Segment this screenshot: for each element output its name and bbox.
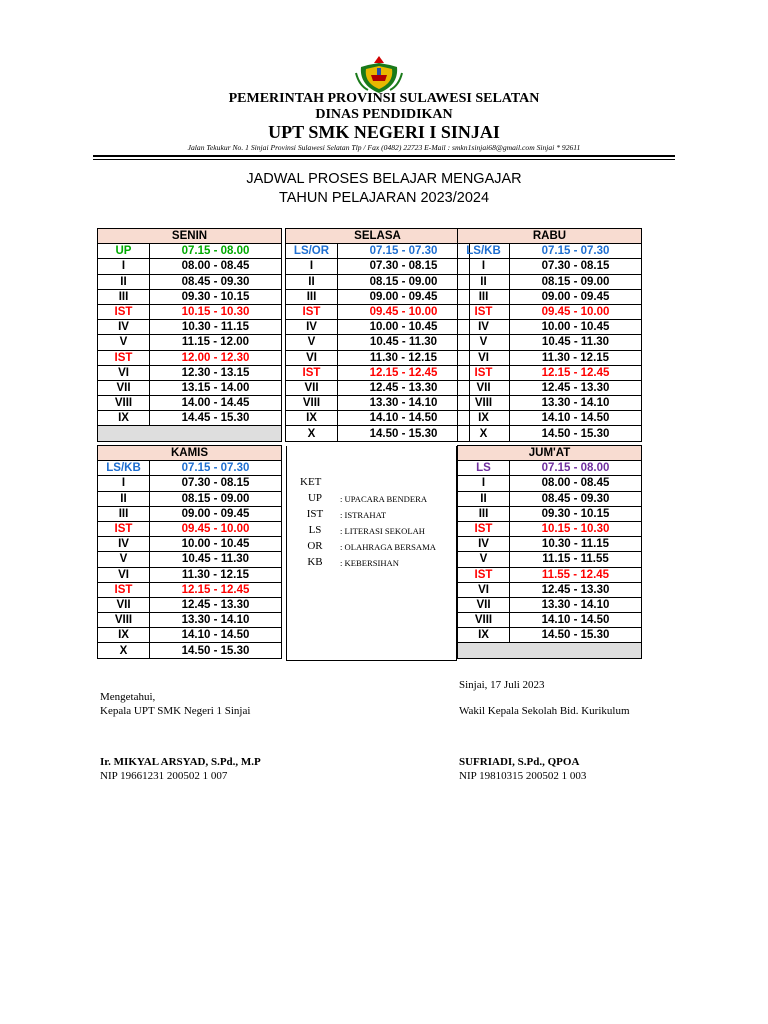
period-time: 10.00 - 10.45: [150, 537, 282, 552]
period-time: 13.15 - 14.00: [150, 380, 282, 395]
schedule-row: [98, 491, 282, 506]
period-time: 08.45 - 09.30: [150, 274, 282, 289]
schedule-row: [458, 396, 642, 411]
schedule-row: [98, 521, 282, 536]
period-time: 08.15 - 09.00: [510, 274, 642, 289]
schedule-row: [458, 597, 642, 612]
schedule-row: [98, 552, 282, 567]
schedule-row: [98, 350, 282, 365]
schedule-row: [98, 411, 282, 426]
schedule-row: [286, 335, 470, 350]
period-time: 13.30 - 14.10: [510, 396, 642, 411]
period-code: VII: [458, 380, 510, 395]
period-code: IST: [458, 521, 510, 536]
header-government: PEMERINTAH PROVINSI SULAWESI SELATAN: [228, 91, 540, 106]
period-time: 10.45 - 11.30: [510, 335, 642, 350]
period-code: I: [458, 259, 510, 274]
period-time: 07.30 - 08.15: [338, 259, 470, 274]
schedule-row: [458, 244, 642, 259]
period-code: III: [458, 506, 510, 521]
period-code: UP: [98, 244, 150, 259]
sig-left-position: Kepala UPT SMK Negeri 1 Sinjai: [100, 705, 251, 717]
schedule-row: [98, 304, 282, 319]
period-code: II: [286, 274, 338, 289]
header-school-name: UPT SMK NEGERI I SINJAI: [268, 122, 500, 142]
legend-code: KB: [307, 556, 323, 568]
period-code: VII: [458, 597, 510, 612]
period-time: 07.15 - 08.00: [150, 244, 282, 259]
period-code: IST: [98, 521, 150, 536]
period-code: II: [458, 274, 510, 289]
schedule-row: [98, 365, 282, 380]
header-address: Jalan Tekukur No. 1 Sinjai Provinsi Sulawesi Selatan Tlp / Fax (0482) 22723 E-Mail : smkn1sinjai68@gmail.com Sinjai * 92611: [187, 143, 581, 152]
period-code: I: [458, 476, 510, 491]
schedule-row: [286, 289, 470, 304]
period-time: 14.50 - 15.30: [338, 426, 470, 441]
period-code: IX: [98, 411, 150, 426]
period-time: 09.45 - 10.00: [338, 304, 470, 319]
period-code: IX: [458, 628, 510, 643]
period-time: 09.45 - 10.00: [510, 304, 642, 319]
schedule-row: [286, 380, 470, 395]
schedule-row: [286, 396, 470, 411]
period-code: X: [98, 643, 150, 658]
period-code: IV: [458, 537, 510, 552]
period-time: 10.45 - 11.30: [338, 335, 470, 350]
period-time: 08.00 - 08.45: [510, 476, 642, 491]
period-time: 07.15 - 08.00: [510, 461, 642, 476]
period-code: IV: [98, 537, 150, 552]
period-time: 07.30 - 08.15: [150, 476, 282, 491]
period-code: I: [98, 259, 150, 274]
period-code: III: [98, 506, 150, 521]
legend-desc: : OLAHRAGA BERSAMA: [340, 542, 436, 552]
schedule-row: [286, 244, 470, 259]
schedule-table-jumat: [457, 445, 642, 659]
period-code: V: [98, 552, 150, 567]
period-time: 11.30 - 12.15: [510, 350, 642, 365]
schedule-row: [458, 567, 642, 582]
period-time: 11.30 - 12.15: [150, 567, 282, 582]
schedule-row: [98, 461, 282, 476]
header-department: DINAS PENDIDIKAN: [315, 107, 453, 122]
period-code: II: [98, 491, 150, 506]
schedule-row: [458, 613, 642, 628]
period-code: IST: [458, 567, 510, 582]
schedule-row: [458, 582, 642, 597]
period-time: 09.00 - 09.45: [510, 289, 642, 304]
period-time: 14.10 - 14.50: [510, 411, 642, 426]
period-code: LS: [458, 461, 510, 476]
period-time: 10.00 - 10.45: [510, 320, 642, 335]
place-date: Sinjai, 17 Juli 2023: [459, 679, 545, 691]
period-time: 11.15 - 11.55: [510, 552, 642, 567]
schedule-row: [98, 274, 282, 289]
schedule-row: [286, 304, 470, 319]
schedule-row: [458, 304, 642, 319]
schedule-row: [98, 628, 282, 643]
period-code: III: [458, 289, 510, 304]
schedule-row: [286, 411, 470, 426]
period-time: 14.50 - 15.30: [150, 643, 282, 658]
schedule-row: [458, 506, 642, 521]
period-time: 08.00 - 08.45: [150, 259, 282, 274]
period-code: IST: [98, 350, 150, 365]
schedule-row: [458, 320, 642, 335]
day-header-rabu: RABU: [458, 229, 642, 244]
period-code: IV: [98, 320, 150, 335]
period-time: 14.00 - 14.45: [150, 396, 282, 411]
period-code: III: [98, 289, 150, 304]
period-code: X: [286, 426, 338, 441]
schedule-table-selasa: [285, 228, 470, 442]
period-time: 09.30 - 10.15: [150, 289, 282, 304]
period-code: IST: [458, 365, 510, 380]
period-time: 14.10 - 14.50: [510, 613, 642, 628]
period-time: 12.45 - 13.30: [150, 597, 282, 612]
period-time: 10.15 - 10.30: [150, 304, 282, 319]
day-header-jumat: JUM'AT: [458, 446, 642, 461]
sig-right-position: Wakil Kepala Sekolah Bid. Kurikulum: [459, 705, 630, 717]
period-code: VI: [98, 567, 150, 582]
period-time: 11.55 - 12.45: [510, 567, 642, 582]
period-time: 10.00 - 10.45: [338, 320, 470, 335]
schedule-row: [458, 491, 642, 506]
period-code: IST: [286, 304, 338, 319]
period-time: 09.00 - 09.45: [338, 289, 470, 304]
schedule-row: [98, 396, 282, 411]
period-time: 12.15 - 12.45: [510, 365, 642, 380]
schedule-row: [458, 350, 642, 365]
period-time: 11.30 - 12.15: [338, 350, 470, 365]
period-time: 10.45 - 11.30: [150, 552, 282, 567]
legend-title: KET: [300, 476, 322, 488]
legend-code: UP: [307, 492, 323, 504]
blank-row: [458, 643, 642, 658]
document-subtitle: TAHUN PELAJARAN 2023/2024: [278, 190, 490, 206]
schedule-row: [286, 365, 470, 380]
period-time: 13.30 - 14.10: [150, 613, 282, 628]
period-time: 14.10 - 14.50: [338, 411, 470, 426]
period-code: IST: [98, 582, 150, 597]
schedule-row: [286, 426, 470, 441]
sig-left-name: Ir. MIKYAL ARSYAD, S.Pd., M.P: [100, 756, 261, 768]
period-code: VI: [458, 350, 510, 365]
sig-right-nip: NIP 19810315 200502 1 003: [459, 770, 587, 782]
schedule-row: [458, 476, 642, 491]
period-code: IV: [286, 320, 338, 335]
schedule-table-kamis: [97, 445, 282, 659]
legend-desc: : ISTRAHAT: [340, 510, 387, 520]
period-code: III: [286, 289, 338, 304]
schedule-row: [98, 643, 282, 658]
schedule-row: [458, 411, 642, 426]
period-code: IST: [286, 365, 338, 380]
period-code: VI: [458, 582, 510, 597]
schedule-row: [458, 365, 642, 380]
period-time: 07.15 - 07.30: [150, 461, 282, 476]
period-code: IX: [98, 628, 150, 643]
legend-code: OR: [307, 540, 323, 552]
period-code: VIII: [286, 396, 338, 411]
schedule-row: [458, 628, 642, 643]
period-time: 12.00 - 12.30: [150, 350, 282, 365]
blank-row: [98, 426, 282, 441]
period-code: VIII: [458, 396, 510, 411]
schedule-row: [458, 521, 642, 536]
period-code: II: [458, 491, 510, 506]
day-header-kamis: KAMIS: [98, 446, 282, 461]
schedule-row: [98, 613, 282, 628]
schedule-row: [98, 597, 282, 612]
header-rule-thick: [93, 155, 675, 157]
period-time: 14.45 - 15.30: [150, 411, 282, 426]
period-time: 08.15 - 09.00: [338, 274, 470, 289]
period-code: VII: [286, 380, 338, 395]
schedule-row: [98, 335, 282, 350]
schedule-row: [458, 537, 642, 552]
period-code: VI: [286, 350, 338, 365]
period-time: 13.30 - 14.10: [338, 396, 470, 411]
period-time: 07.30 - 08.15: [510, 259, 642, 274]
schedule-row: [458, 461, 642, 476]
period-time: 08.45 - 09.30: [510, 491, 642, 506]
period-code: LS/OR: [286, 244, 338, 259]
period-code: LS/KB: [98, 461, 150, 476]
period-time: 13.30 - 14.10: [510, 597, 642, 612]
schedule-row: [458, 289, 642, 304]
schedule-row: [458, 426, 642, 441]
period-time: 10.30 - 11.15: [150, 320, 282, 335]
schedule-row: [98, 537, 282, 552]
header-rule-thin: [93, 159, 675, 160]
period-code: IV: [458, 320, 510, 335]
period-time: 14.10 - 14.50: [150, 628, 282, 643]
period-code: IX: [286, 411, 338, 426]
legend-desc: : KEBERSIHAN: [340, 558, 399, 568]
period-time: 09.30 - 10.15: [510, 506, 642, 521]
legend-desc: : LITERASI SEKOLAH: [340, 526, 425, 536]
period-code: VII: [98, 380, 150, 395]
period-code: V: [458, 335, 510, 350]
period-time: 14.50 - 15.30: [510, 426, 642, 441]
period-code: V: [98, 335, 150, 350]
period-time: 08.15 - 09.00: [150, 491, 282, 506]
period-code: LS/KB: [458, 244, 510, 259]
schedule-row: [98, 567, 282, 582]
schedule-row: [458, 552, 642, 567]
period-code: V: [458, 552, 510, 567]
period-code: VII: [98, 597, 150, 612]
legend-desc: : UPACARA BENDERA: [340, 494, 428, 504]
schedule-table-rabu: [457, 228, 642, 442]
period-time: 12.45 - 13.30: [510, 380, 642, 395]
period-time: 11.15 - 12.00: [150, 335, 282, 350]
period-time: 12.45 - 13.30: [338, 380, 470, 395]
period-code: II: [98, 274, 150, 289]
period-code: IST: [458, 304, 510, 319]
period-time: 12.30 - 13.15: [150, 365, 282, 380]
legend-code: IST: [306, 508, 324, 520]
period-code: X: [458, 426, 510, 441]
period-time: 09.00 - 09.45: [150, 506, 282, 521]
sig-left-acknowledged: Mengetahui,: [100, 691, 156, 703]
schedule-row: [458, 259, 642, 274]
period-time: 09.45 - 10.00: [150, 521, 282, 536]
period-time: 12.15 - 12.45: [150, 582, 282, 597]
period-code: I: [98, 476, 150, 491]
day-header-senin: SENIN: [98, 229, 282, 244]
sig-left-nip: NIP 19661231 200502 1 007: [100, 770, 228, 782]
period-code: I: [286, 259, 338, 274]
schedule-row: [286, 274, 470, 289]
period-time: 10.15 - 10.30: [510, 521, 642, 536]
legend-code: LS: [308, 524, 322, 536]
sig-right-name: SUFRIADI, S.Pd., QPOA: [459, 756, 580, 768]
day-header-selasa: SELASA: [286, 229, 470, 244]
schedule-row: [98, 506, 282, 521]
schedule-row: [98, 476, 282, 491]
schedule-row: [286, 259, 470, 274]
period-time: 07.15 - 07.30: [338, 244, 470, 259]
period-code: VIII: [458, 613, 510, 628]
period-time: 07.15 - 07.30: [510, 244, 642, 259]
schedule-row: [286, 320, 470, 335]
schedule-row: [458, 380, 642, 395]
schedule-row: [458, 335, 642, 350]
document-title: JADWAL PROSES BELAJAR MENGAJAR: [246, 171, 522, 187]
schedule-row: [98, 289, 282, 304]
period-code: VI: [98, 365, 150, 380]
provincial-emblem-logo: [354, 53, 404, 95]
period-time: 10.30 - 11.15: [510, 537, 642, 552]
schedule-row: [458, 274, 642, 289]
period-code: VIII: [98, 613, 150, 628]
schedule-row: [98, 582, 282, 597]
schedule-row: [98, 320, 282, 335]
period-code: IX: [458, 411, 510, 426]
period-code: VIII: [98, 396, 150, 411]
period-code: V: [286, 335, 338, 350]
period-time: 12.15 - 12.45: [338, 365, 470, 380]
schedule-table-senin: [97, 228, 282, 442]
period-time: 14.50 - 15.30: [510, 628, 642, 643]
period-time: 12.45 - 13.30: [510, 582, 642, 597]
schedule-row: [98, 380, 282, 395]
schedule-row: [98, 244, 282, 259]
period-code: IST: [98, 304, 150, 319]
schedule-row: [98, 259, 282, 274]
schedule-row: [286, 350, 470, 365]
